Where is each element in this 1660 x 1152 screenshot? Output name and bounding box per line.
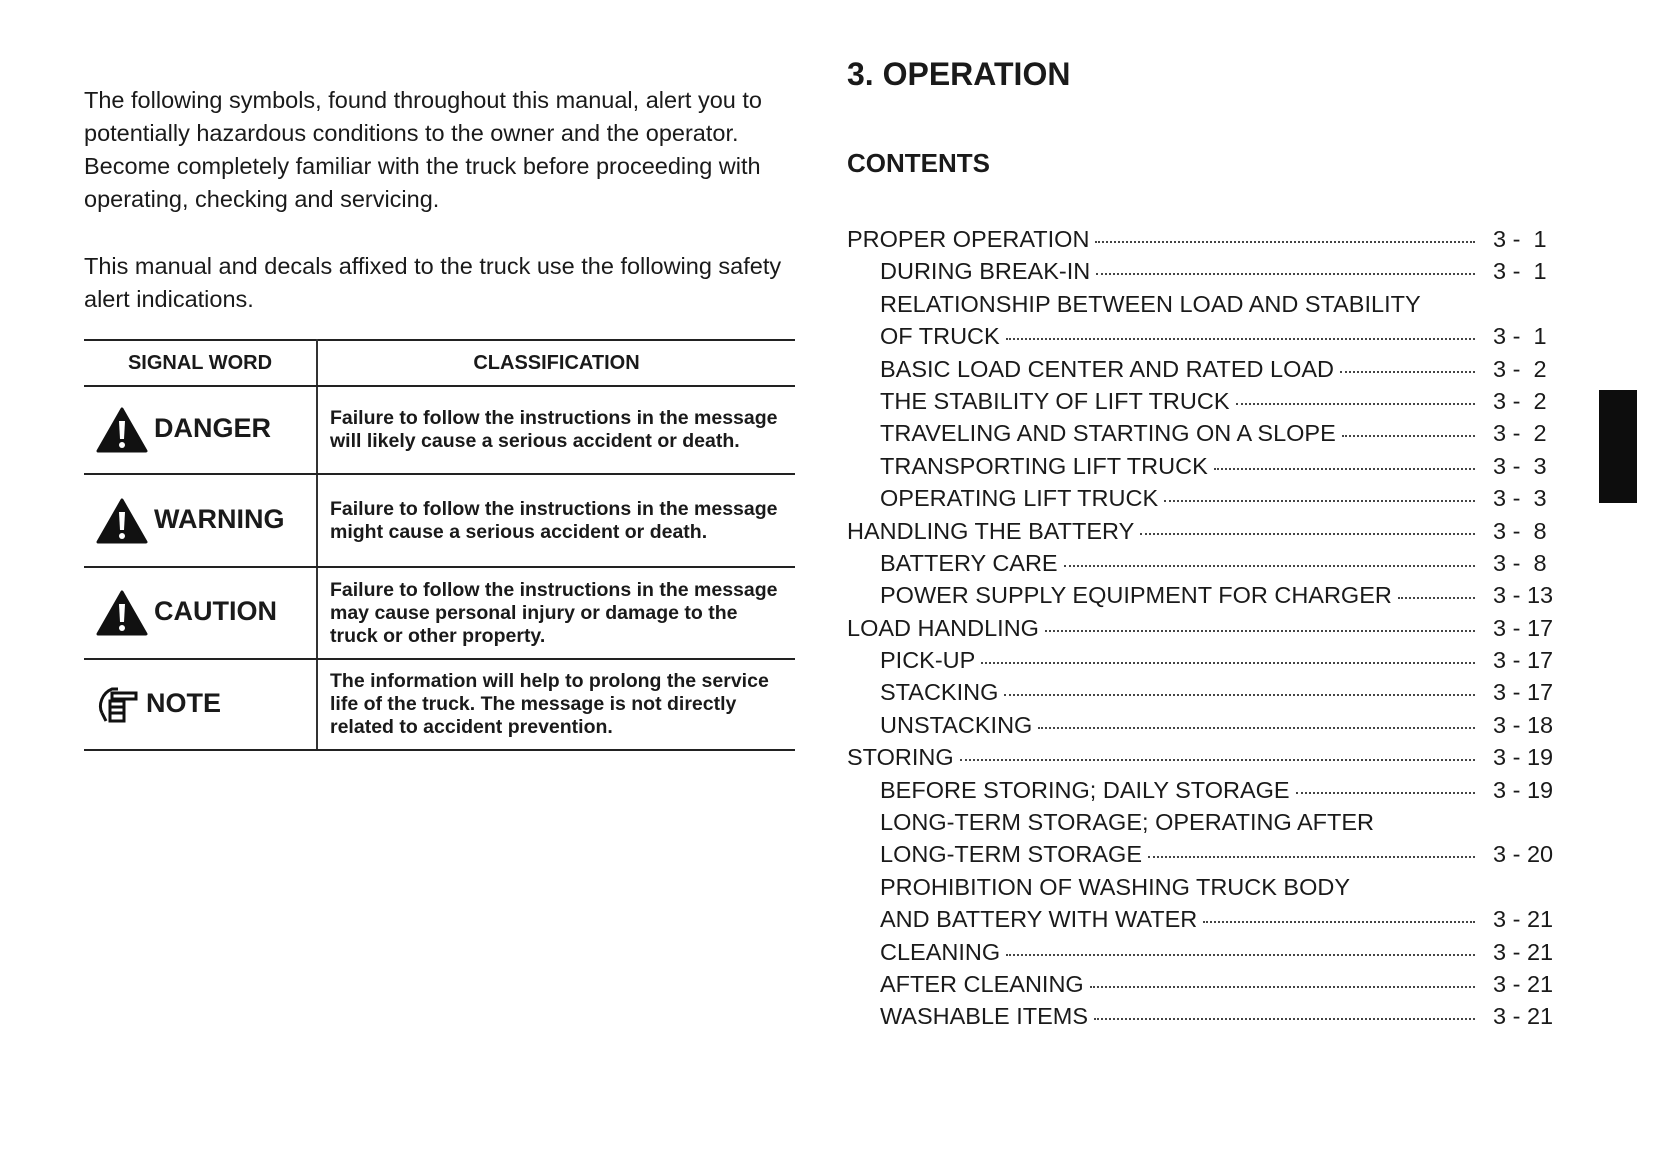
dot-leader xyxy=(1094,1018,1475,1020)
toc-page-number: 3 - 20 xyxy=(1493,841,1554,868)
toc-page-number: 3 - 1 xyxy=(1493,323,1547,350)
toc-page-number: 3 - 17 xyxy=(1493,679,1554,706)
toc-entry[interactable] xyxy=(847,809,1557,841)
warning-triangle-icon xyxy=(96,596,154,626)
toc-entry-title: BATTERY CARE xyxy=(880,549,1058,576)
toc-page-number: 3 - 2 xyxy=(1493,355,1547,382)
toc-entry-title: AND BATTERY WITH WATER xyxy=(880,906,1198,933)
classification-cell: Failure to follow the instructions in the message will likely cause a serious accident or death. xyxy=(317,386,795,474)
signal-word-cell xyxy=(84,659,317,750)
toc-entry-title: PROPER OPERATION xyxy=(847,226,1090,252)
chapter-thumb-tab xyxy=(1599,390,1637,503)
toc-page-number: 3 - 3 xyxy=(1493,485,1547,512)
header-classification: CLASSIFICATION xyxy=(317,340,795,386)
toc-entry[interactable] xyxy=(847,971,1557,1003)
signal-word: NOTE xyxy=(146,687,222,718)
toc-entry-title: OPERATING LIFT TRUCK xyxy=(880,485,1159,512)
toc-entry-title: STACKING xyxy=(880,679,999,706)
dot-leader xyxy=(1004,694,1475,696)
toc-entry[interactable] xyxy=(847,420,1557,452)
classification-cell: The information will help to prolong the service life of the truck. The message is not directly related to accident prevention. xyxy=(317,659,795,750)
pointing-hand-icon xyxy=(96,688,146,718)
toc-entry-title: PICK-UP xyxy=(880,647,976,674)
toc-entry-title: LONG-TERM STORAGE; OPERATING AFTER xyxy=(880,809,1374,836)
warning-triangle-icon xyxy=(96,504,154,534)
toc-entry[interactable] xyxy=(847,388,1557,420)
toc-entry-title: HANDLING THE BATTERY xyxy=(847,517,1135,544)
toc-entry-title: POWER SUPPLY EQUIPMENT FOR CHARGER xyxy=(880,582,1392,609)
warning-triangle-icon xyxy=(96,413,154,443)
dot-leader xyxy=(1006,338,1475,340)
toc-entry-title: DURING BREAK-IN xyxy=(880,258,1091,285)
toc-page-number: 3 - 21 xyxy=(1493,938,1554,965)
dot-leader xyxy=(1342,435,1475,437)
header-signal-word: SIGNAL WORD xyxy=(84,340,317,386)
signal-word: WARNING xyxy=(154,503,285,534)
dot-leader xyxy=(1296,792,1475,794)
dot-leader xyxy=(1038,727,1475,729)
toc-entry[interactable] xyxy=(847,679,1557,711)
toc-entry[interactable] xyxy=(847,485,1557,517)
toc-entry-title: TRAVELING AND STARTING ON A SLOPE xyxy=(880,420,1336,447)
dot-leader xyxy=(1236,403,1475,405)
toc-entry-title: AFTER CLEANING xyxy=(880,970,1084,997)
toc-entry[interactable] xyxy=(847,777,1557,809)
dot-leader xyxy=(1096,273,1475,275)
dot-leader xyxy=(960,759,1475,761)
toc-entry-title: STORING xyxy=(847,744,954,771)
dot-leader xyxy=(1203,921,1475,923)
toc-page-number: 3 - 8 xyxy=(1493,517,1547,544)
toc-page-number: 3 - 21 xyxy=(1493,1003,1554,1030)
dot-leader xyxy=(1095,241,1475,243)
toc-entry-title: OF TRUCK xyxy=(880,323,1000,350)
toc-page-number: 3 - 19 xyxy=(1493,776,1554,803)
toc-entry[interactable] xyxy=(847,615,1557,647)
toc-entry[interactable] xyxy=(847,323,1557,355)
toc-entry[interactable] xyxy=(847,258,1557,290)
table-row xyxy=(84,659,795,750)
signal-word-cell xyxy=(84,386,317,474)
toc-entry[interactable] xyxy=(847,647,1557,679)
dot-leader xyxy=(1090,986,1475,988)
dot-leader xyxy=(1006,954,1475,956)
table-row xyxy=(84,386,795,474)
toc-page-number: 3 - 17 xyxy=(1493,647,1554,674)
toc-entry[interactable] xyxy=(847,841,1557,873)
toc-page-number: 3 - 21 xyxy=(1493,906,1554,933)
toc-page-number: 3 - 19 xyxy=(1493,744,1554,771)
toc-entry[interactable] xyxy=(847,356,1557,388)
classification-cell: Failure to follow the instructions in the message might cause a serious accident or death. xyxy=(317,474,795,567)
toc-page-number: 3 - 18 xyxy=(1493,711,1554,738)
toc-entry[interactable] xyxy=(847,1003,1557,1035)
toc-entry[interactable] xyxy=(847,939,1557,971)
toc-page-number: 3 - 3 xyxy=(1493,452,1547,479)
signal-word-cell xyxy=(84,474,317,567)
toc-entry-title: RELATIONSHIP BETWEEN LOAD AND STABILITY xyxy=(880,290,1421,317)
toc-page-number: 3 - 21 xyxy=(1493,970,1554,997)
toc-entry[interactable] xyxy=(847,712,1557,744)
signal-word: DANGER xyxy=(154,413,272,444)
signal-word-cell xyxy=(84,567,317,659)
toc-page-number: 3 - 13 xyxy=(1493,582,1554,609)
signal-word-table xyxy=(84,339,795,751)
table-row xyxy=(84,567,795,659)
table-of-contents xyxy=(847,226,1557,1036)
toc-page-number: 3 - 8 xyxy=(1493,549,1547,576)
dot-leader xyxy=(1140,533,1475,535)
classification-cell: Failure to follow the instructions in the message may cause personal injury or damage to the truck or other property. xyxy=(317,567,795,659)
toc-page-number: 3 - 1 xyxy=(1493,258,1547,285)
toc-entry-title: LOAD HANDLING xyxy=(847,614,1039,641)
toc-page-number: 3 - 2 xyxy=(1493,387,1547,414)
toc-entry-title: BEFORE STORING; DAILY STORAGE xyxy=(880,776,1290,803)
toc-entry-title: UNSTACKING xyxy=(880,711,1033,738)
chapter-title: 3. OPERATION xyxy=(847,56,1071,92)
table-row xyxy=(84,474,795,567)
toc-entry[interactable] xyxy=(847,906,1557,938)
toc-page-number: 3 - 1 xyxy=(1493,226,1547,252)
toc-entry[interactable] xyxy=(847,550,1557,582)
toc-entry[interactable] xyxy=(847,291,1557,323)
dot-leader xyxy=(1045,630,1475,632)
toc-entry-title: CLEANING xyxy=(880,938,1001,965)
intro-paragraph: The following symbols, found throughout this manual, alert you to potentially hazardous conditions to the owner and the operator. Become completely familiar with the truck before proceeding with operating, checking and servicing. xyxy=(84,87,762,212)
safety-alert-paragraph: This manual and decals affixed to the truck use the following safety alert indications. xyxy=(84,253,782,312)
dot-leader xyxy=(1398,597,1475,599)
signal-word: CAUTION xyxy=(154,596,277,627)
toc-entry[interactable] xyxy=(847,582,1557,614)
toc-entry-title: WASHABLE ITEMS xyxy=(880,1003,1089,1030)
toc-entry-title: THE STABILITY OF LIFT TRUCK xyxy=(880,387,1230,414)
toc-entry-title: TRANSPORTING LIFT TRUCK xyxy=(880,452,1208,479)
toc-entry-title: BASIC LOAD CENTER AND RATED LOAD xyxy=(880,355,1334,382)
dot-leader xyxy=(981,662,1475,664)
contents-heading: CONTENTS xyxy=(847,148,990,178)
toc-entry[interactable] xyxy=(847,874,1557,906)
dot-leader xyxy=(1064,565,1475,567)
toc-page-number: 3 - 2 xyxy=(1493,420,1547,447)
dot-leader xyxy=(1214,468,1475,470)
toc-entry[interactable] xyxy=(847,226,1557,258)
toc-entry[interactable] xyxy=(847,744,1557,776)
dot-leader xyxy=(1340,371,1475,373)
dot-leader xyxy=(1148,856,1475,858)
toc-entry-title: LONG-TERM STORAGE xyxy=(880,841,1143,868)
dot-leader xyxy=(1164,500,1475,502)
toc-page-number: 3 - 17 xyxy=(1493,614,1554,641)
toc-entry[interactable] xyxy=(847,518,1557,550)
toc-entry-title: PROHIBITION OF WASHING TRUCK BODY xyxy=(880,873,1351,900)
toc-entry[interactable] xyxy=(847,453,1557,485)
